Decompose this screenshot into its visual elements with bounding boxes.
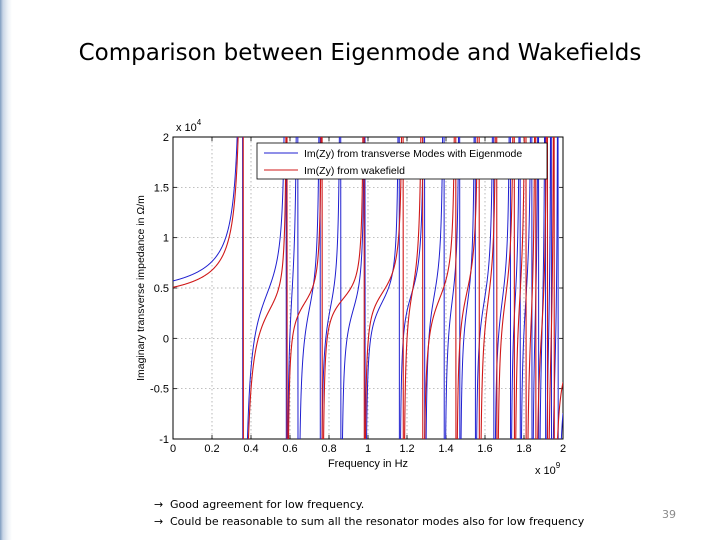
y-tick-label: 0.5	[153, 283, 169, 295]
x-axis-label: Frequency in Hz	[327, 458, 409, 470]
y-tick-label: 2	[162, 132, 169, 144]
x-tick-label: 2	[559, 443, 567, 455]
y-tick-label: 0	[162, 333, 169, 346]
bullet-item	[154, 496, 584, 513]
arrow-icon: →	[154, 498, 164, 511]
impedance-chart	[130, 110, 570, 482]
slide-number: 39	[662, 508, 676, 521]
x-tick-label: 0.8	[321, 443, 337, 455]
x-tick-label: 0	[169, 443, 177, 455]
y-tick-label: 1	[162, 232, 169, 245]
legend	[257, 143, 547, 179]
arrow-icon: →	[154, 515, 164, 528]
slide-title: Comparison between Eigenmode and Wakefields	[78, 40, 642, 66]
x-tick-label: 0.6	[282, 443, 298, 455]
legend-label-eigenmode: Im(Zy) from transverse Modes with Eigenmode	[304, 148, 523, 160]
x-multiplier-label: x $10^9$	[535, 461, 561, 477]
chart-grid	[173, 137, 563, 439]
x-tick-label: 1.4	[438, 443, 454, 455]
y-tick-label: 1.5	[153, 182, 169, 195]
legend-label-wakefield: Im(Zy) from wakefield	[304, 165, 405, 177]
x-tick-label: 0.4	[243, 443, 259, 455]
y-axis-label: Imaginary transverse impedance in Ω/m	[135, 195, 147, 381]
x-tick-label: 0.2	[204, 443, 220, 455]
x-tick-label: 1.6	[477, 443, 493, 455]
y-tick-label: -0.5	[150, 383, 169, 396]
x-tick-label: 1.8	[516, 443, 532, 455]
bullet-text: Good agreement for low frequency.	[170, 498, 365, 511]
x-tick-label: 1	[364, 443, 372, 455]
y-multiplier-label: x $10^4$	[176, 118, 202, 134]
bullet-text: Could be reasonable to sum all the resonator modes also for low frequency	[170, 515, 585, 528]
slide-left-border	[0, 0, 12, 540]
x-tick-label: 1.2	[399, 443, 415, 455]
x-axis-ticks	[170, 137, 566, 455]
bullet-list	[154, 496, 584, 530]
y-tick-label: -1	[159, 434, 169, 446]
bullet-item	[154, 513, 584, 530]
